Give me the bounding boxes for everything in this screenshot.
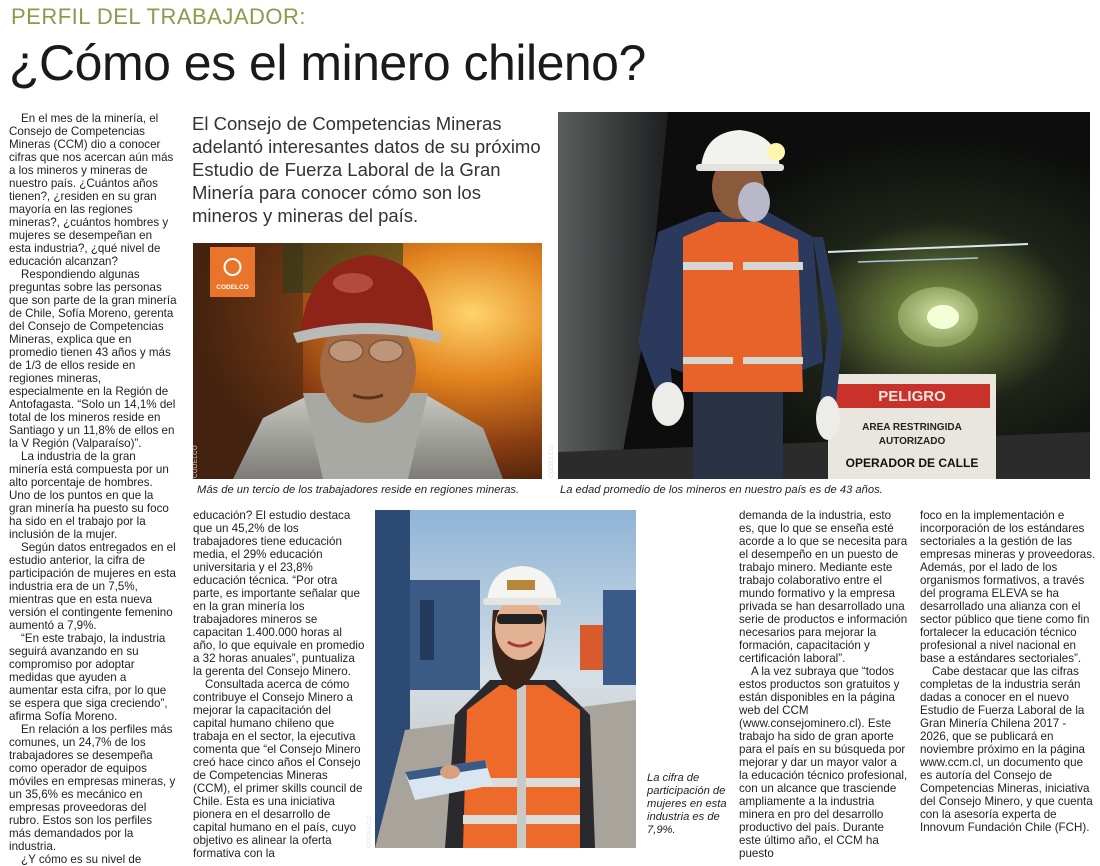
paragraph: Cabe destacar que las cifras completas de la industria serán dadas a conocer en el nuevo Estudio de Fuerza Laboral de la Gran Minería Chilena 2017 - 2026, que se publicará en noviembre próximo en la página www.ccm.cl, un documento que es autoría del Consejo de Competencias Mineras, iniciativa del Consejo Minero, y que cuenta con la asesoría experta de Innovum Fundación Chile (FCH).	[920, 665, 1093, 834]
paragraph: En el mes de la minería, el Consejo de Competencias Mineras (CCM) dio a conocer cifras que nos acercan aún más a los mineros y mineras de nuestro país. ¿Cuántos años tienen?, ¿residen en su gran mayoría en las regiones mineras?, ¿cuántos hombres y mujeres se desempeñan en esta industria?, ¿qué nivel de educación alcanzan?	[9, 112, 174, 268]
smelter-worker-image	[193, 243, 542, 479]
photo-credit: CODELCO	[549, 444, 555, 478]
codelco-logo-text: CODELCO	[216, 284, 249, 291]
photo-caption: Más de un tercio de los trabajadores reside en regiones mineras.	[197, 484, 520, 496]
paragraph: ¿Y cómo es su nivel de	[21, 853, 142, 866]
paragraph: En relación a los perfiles más comunes, un 24,7% de los trabajadores se desempeña como operador de equipos móviles en empresas mineras, y un 35,6% es mecánico en empresas proveedoras del rubro. Estos son los perfiles más demandados por la industria.	[9, 723, 176, 853]
article-column-6	[920, 509, 1096, 855]
paragraph: demanda de la industria, esto es, que lo que se enseña esté acorde a lo que se necesita para el desempeño en un puesto de trabajo minero. Mediante este trabajo colaborativo entre el mundo formativo y la empresa privada se han desarrollado una serie de productos e información necesarios para mejorar la formación, capacitación y certificación laboral”.	[739, 509, 908, 665]
female-worker-image	[375, 510, 636, 848]
sign-area: AREA RESTRINGIDA	[862, 422, 962, 433]
photo-caption: La edad promedio de los mineros en nuestro país es de 43 años.	[560, 484, 883, 496]
article-headline: ¿Cómo es el minero chileno?	[9, 35, 646, 91]
paragraph: Consultada acerca de cómo contribuye el Consejo Minero a mejorar la capacitación del capital humano chileno que trabaja en el sector, la ejecutiva comenta que “el Consejo Minero creó hace cinco años el Consejo de Competencias Mineras (CCM), el primer skills council de Chile. Esta es una iniciativa pionera en el desarrollo de capital humano en el país, cuyo objetivo es alinear la oferta formativa con la	[193, 678, 363, 860]
photo-smelter-worker	[193, 243, 542, 479]
sign-operador: OPERADOR DE CALLE	[845, 456, 979, 470]
article-column-1	[9, 112, 177, 866]
paragraph: La industria de la gran minería está compuesta por un alto porcentaje de hombres. Uno de los puntos en que la gran minería ha puesto su foco ha sido en el trabajo por la inclusión de la mujer.	[9, 450, 169, 541]
paragraph: foco en la implementación e incorporación de los estándares sectoriales a la gestión de las empresas mineras y proveedoras. Además, por el lado de los organismos formativos, a través del programa ELEVA se ha desarrollado una alianza con el sector público que tiene como fin fortalecer la educación técnico profesional a nivel nacional en base a estándares sectoriales”.	[920, 509, 1096, 665]
paragraph: educación? El estudio destaca que un 45,2% de los trabajadores tiene educación media, el 29% educación universitaria y el 23,8% educación técnica. “Por otra parte, es importante señalar que en la gran minería los trabajadores mineros se capacitan 1.400.000 horas al año, lo que equivale en promedio a 32 horas anuales”, puntualiza la gerenta del Consejo Minero.	[193, 509, 365, 678]
article-column-3	[193, 509, 365, 860]
paragraph: A la vez subraya que “todos estos productos son gratuitos y están disponibles en la página web del CCM (www.consejominero.cl). Este trabajo ha sido de gran aporte para el país en su búsqueda por mejorar y dar un mayor valor a la educación técnico profesional, con un alcance que trasciende ampliamente a la industria minera en pro del desarrollo productivo del país. Durante este último año, el CCM ha puesto	[739, 665, 908, 860]
underground-miner-image	[558, 112, 1090, 479]
section-kicker: PERFIL DEL TRABAJADOR:	[11, 4, 307, 29]
photo-credit: CODELCO	[193, 444, 199, 478]
article-column-5	[739, 509, 909, 860]
photo-underground-miner	[558, 112, 1090, 479]
paragraph: Según datos entregados en el estudio anterior, la cifra de participación de mujeres en esta industria era de un 7,5%, mientras que en esta nueva versión el contingente femenino aumentó a 7,9%.	[9, 541, 176, 632]
paragraph: Respondiendo algunas preguntas sobre las personas que son parte de la gran minería de Chile, Sofía Moreno, gerenta del Consejo de Competencias Mineras, explica que en promedio tienen 43 años y más de 1/3 de ellos reside en regiones mineras, especialmente en la Región de Antofagasta. “Solo un 14,1% del total de los mineros reside en Santiago y un 11,8% de ellos en la V Región (Valparaíso)”.	[9, 268, 177, 450]
photo-female-worker	[375, 510, 636, 848]
paragraph: “En este trabajo, la industria seguirá avanzando en su compromiso por adoptar medidas que ayuden a aumentar esta cifra, por lo que se espera que siga creciendo”, afirma Sofía Moreno.	[9, 632, 168, 723]
article-lede: El Consejo de Competencias Mineras adelantó interesantes datos de su próximo Estudio de Fuerza Laboral de la Gran Minería para conocer cómo son los mineros y mineras del país.	[192, 113, 541, 226]
photo-credit: CODELCO	[367, 814, 373, 848]
sign-autorizado: AUTORIZADO	[878, 436, 946, 447]
photo-caption: La cifra de participación de mujeres en esta industria es de 7,9%.	[647, 772, 727, 836]
sign-peligro: PELIGRO	[878, 388, 946, 405]
